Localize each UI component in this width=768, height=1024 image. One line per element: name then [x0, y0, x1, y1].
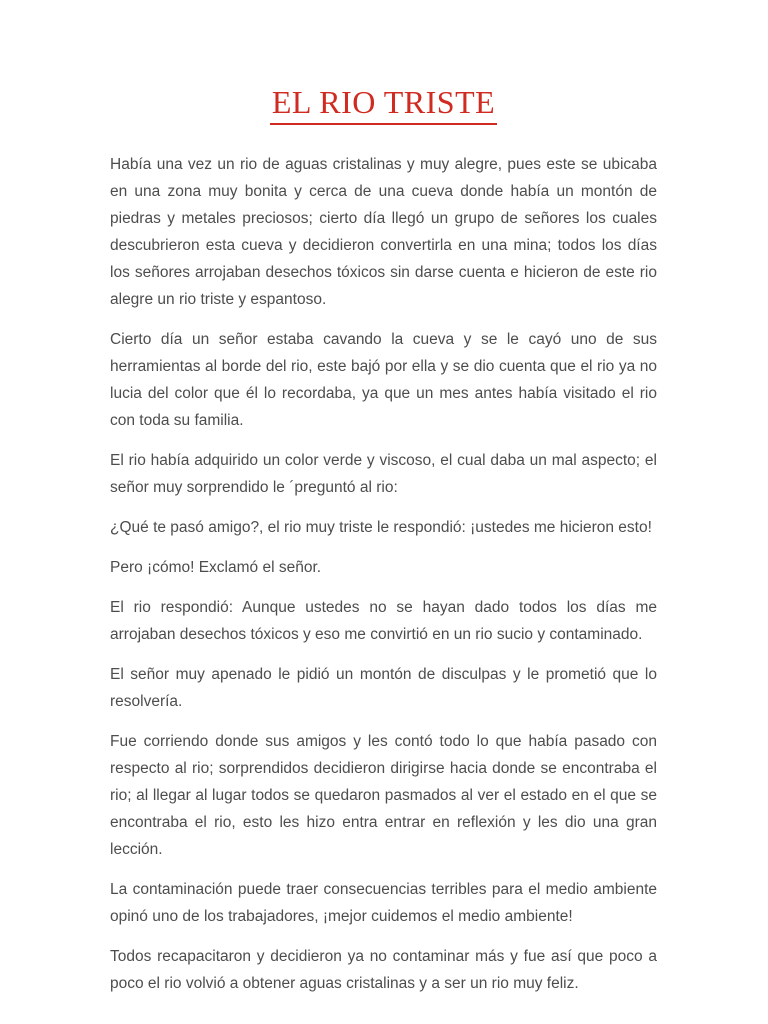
- paragraph: La contaminación puede traer consecuencias terribles para el medio ambiente opinó uno de los trabajadores, ¡mejor cuidemos el medio ambiente!: [110, 881, 657, 925]
- paragraph: Cierto día un señor estaba cavando la cueva y se le cayó uno de sus herramientas al borde del rio, este bajó por ella y se dio cuenta que el rio ya no lucia del color que él lo recordaba, ya que un mes antes había visitado el rio con toda su familia.: [110, 331, 657, 429]
- paragraph: ¿Qué te pasó amigo?, el rio muy triste le respondió: ¡ustedes me hicieron esto!: [110, 519, 652, 536]
- paragraph: El señor muy apenado le pidió un montón de disculpas y le prometió que lo resolvería.: [110, 666, 657, 710]
- paragraph: Todos recapacitaron y decidieron ya no contaminar más y fue así que poco a poco el rio volvió a obtener aguas cristalinas y a ser un rio muy feliz.: [110, 948, 657, 992]
- document-title: [110, 84, 657, 125]
- paragraph: El rio respondió: Aunque ustedes no se hayan dado todos los días me arrojaban desechos tóxicos y eso me convirtió en un rio sucio y contaminado.: [110, 599, 657, 643]
- document-body: [110, 151, 657, 997]
- paragraph: El rio había adquirido un color verde y viscoso, el cual daba un mal aspecto; el señor muy sorprendido le ´preguntó al rio:: [110, 452, 657, 496]
- paragraph: Fue corriendo donde sus amigos y les contó todo lo que había pasado con respecto al rio; sorprendidos decidieron dirigirse hacia donde se encontraba el rio; al llegar al lugar todos se quedaron pasmados al ver el estado en el que se encontraba el rio, esto les hizo entra entrar en reflexión y les dio una gran lección.: [110, 733, 657, 858]
- paragraph: Había una vez un rio de aguas cristalinas y muy alegre, pues este se ubicaba en una zona muy bonita y cerca de una cueva donde había un montón de piedras y metales preciosos; cierto día llegó un grupo de señores los cuales descubrieron esta cueva y decidieron convertirla en una mina; todos los días los señores arrojaban desechos tóxicos sin darse cuenta e hicieron de este rio alegre un rio triste y espantoso.: [110, 156, 657, 308]
- paragraph: Pero ¡cómo! Exclamó el señor.: [110, 559, 322, 576]
- document-title-text: EL RIO TRISTE: [270, 84, 497, 125]
